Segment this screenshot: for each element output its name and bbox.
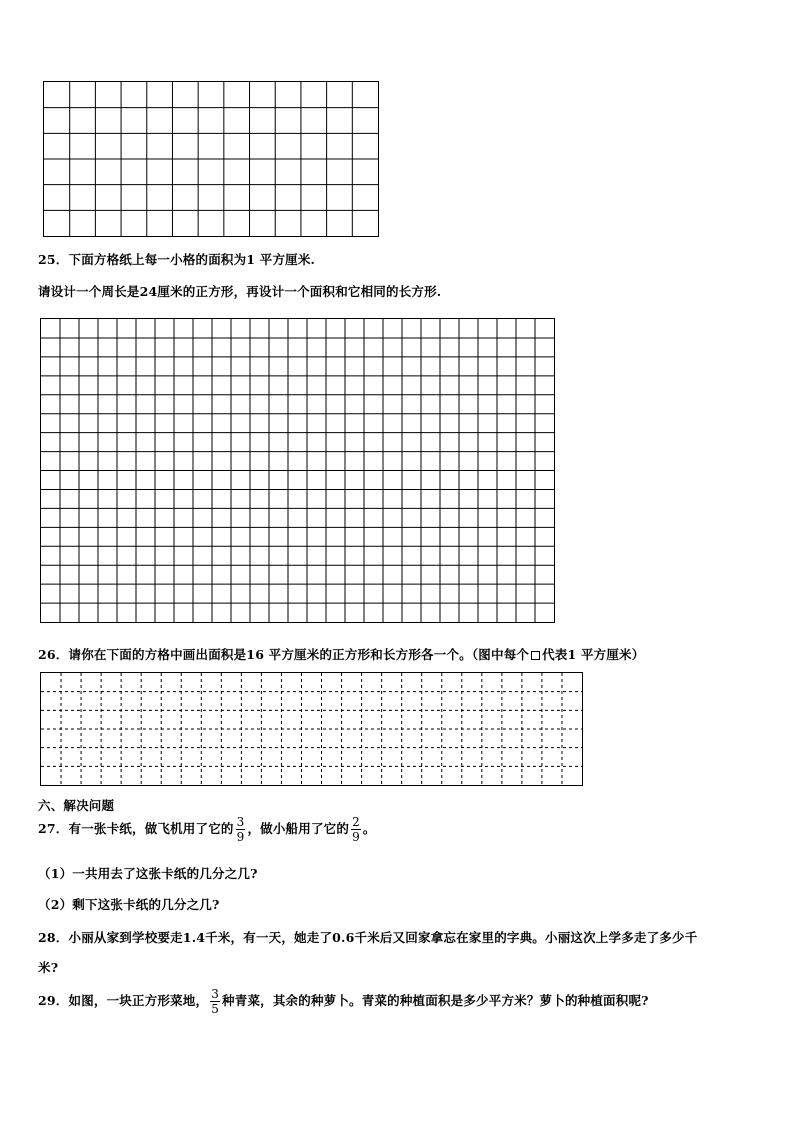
small-square-icon <box>531 651 540 660</box>
q29-fraction <box>210 988 220 1015</box>
section-title <box>38 796 114 814</box>
q29-text-a: 如图，一块正方形菜地， <box>68 993 209 1008</box>
q26-text-after: 代表1 平方厘米） <box>542 647 645 662</box>
q27-sub1-text: （1）一共用去了这张卡纸的几分之几? <box>38 866 258 881</box>
q28-text1: 小丽从家到学校要走1.4千米，有一天，她走了0.6千米后又回家拿忘在家里的字典。小丽这次上学多走了多少千 <box>68 930 698 945</box>
q27-fraction-1 <box>236 816 246 843</box>
q28-text2: 米? <box>38 960 59 975</box>
q27-line <box>38 816 376 843</box>
q26-number: 26． <box>38 647 69 662</box>
grid-top-lines <box>44 82 378 236</box>
q27-frac1-den: 9 <box>236 830 245 844</box>
q28-line1 <box>38 928 697 946</box>
section6-title: 六、解决问题 <box>38 798 115 813</box>
q29-text-b: 种青菜，其余的种萝卜。青菜的种植面积是多少平方米？萝卜的种植面积呢? <box>222 993 649 1008</box>
top-grid <box>43 81 379 237</box>
q28-line2 <box>38 958 58 976</box>
grid-dash-lines <box>41 673 582 785</box>
q29-number: 29． <box>38 993 69 1008</box>
q26-text-before: 请你在下面的方格中画出面积是16 平方厘米的正方形和长方形各一个。（图中每个 <box>68 647 530 662</box>
q25-text1: 下面方格纸上每一小格的面积为1 平方厘米. <box>68 252 316 267</box>
dashed-grid <box>40 672 583 786</box>
q27-frac2-num: 2 <box>352 815 360 829</box>
q27-fraction-2 <box>351 816 361 843</box>
q25-text2: 请设计一个周长是24厘米的正方形，再设计一个面积和它相同的长方形. <box>38 284 442 299</box>
q27-frac2-den: 9 <box>352 830 360 844</box>
q27-sub2 <box>38 895 220 913</box>
q25-line1 <box>38 250 315 268</box>
q29-frac-num: 3 <box>211 987 220 1001</box>
q25-number: 25． <box>38 252 69 267</box>
q27-text-c: 。 <box>362 821 376 836</box>
q27-text-b: ，做小船用了它的 <box>247 821 350 836</box>
middle-grid <box>40 318 555 623</box>
q28-number: 28． <box>38 930 69 945</box>
q29-frac-den: 5 <box>211 1002 220 1016</box>
q27-frac1-num: 3 <box>236 815 245 829</box>
q27-number: 27． <box>38 821 69 836</box>
q26-line <box>38 645 644 663</box>
q25-line2 <box>38 282 441 300</box>
q27-sub1 <box>38 864 258 882</box>
q27-text-a: 有一张卡纸，做飞机用了它的 <box>68 821 234 836</box>
q27-sub2-text: （2）剩下这张卡纸的几分之几? <box>38 897 220 912</box>
grid-mid-lines <box>41 319 554 622</box>
q29-line <box>38 988 649 1015</box>
